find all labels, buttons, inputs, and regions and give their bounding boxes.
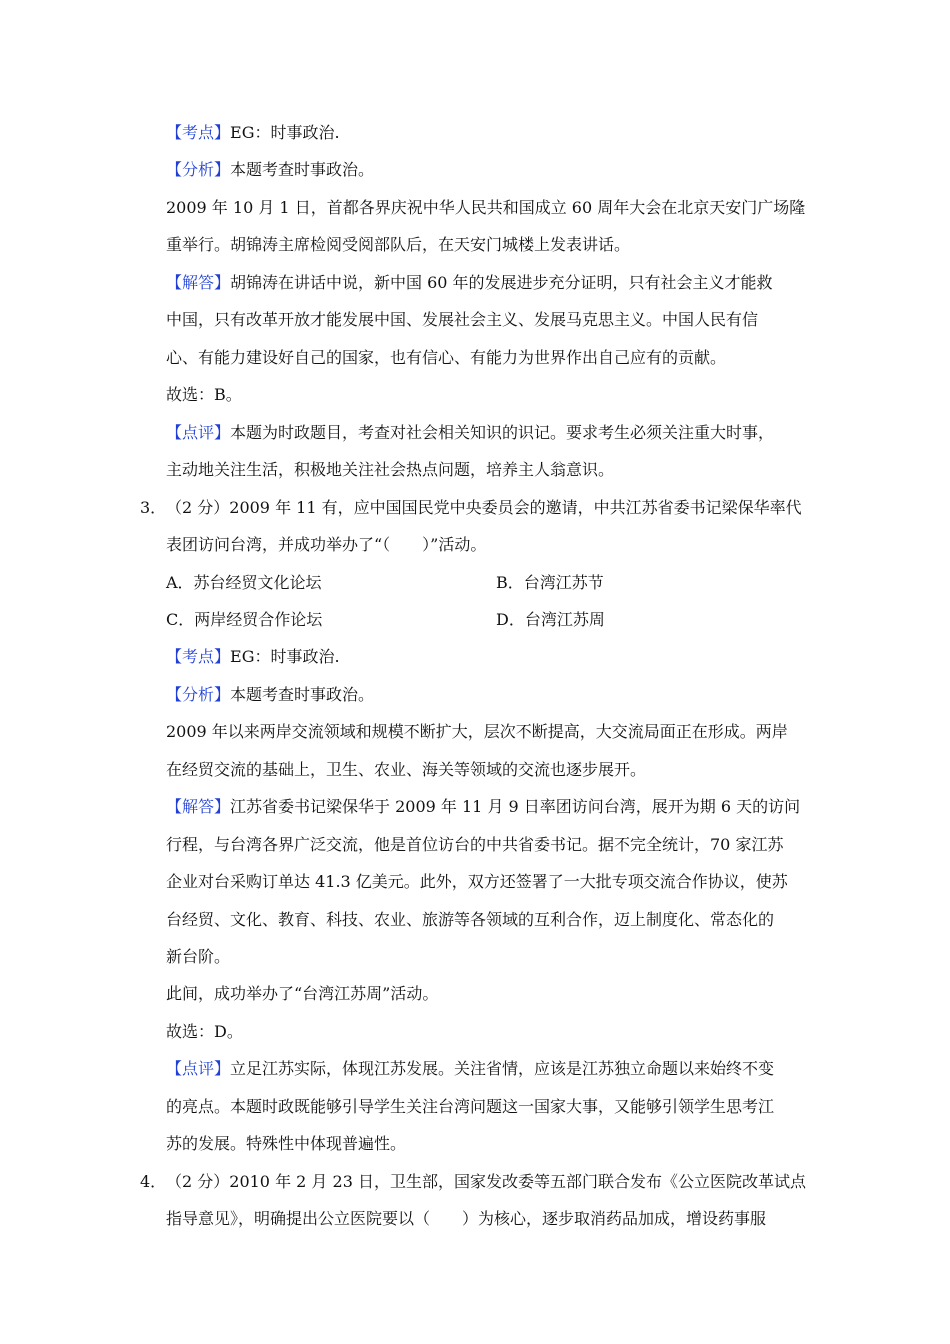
q3-option-c: C．两岸经贸合作论坛: [166, 610, 323, 629]
fenxi-tag: 【分析】: [166, 685, 231, 704]
q3-jieda-line: 台经贸、文化、教育、科技、农业、旅游等各领域的互利合作，迈上制度化、常态化的: [166, 910, 775, 929]
q3-dianping-text: 立足江苏实际，体现江苏发展。关注省情，应该是江苏独立命题以来始终不变: [230, 1059, 775, 1078]
q2-jieda: [166, 272, 773, 294]
q3-option-d: D．台湾江苏周: [496, 610, 605, 629]
q3-dianping-line: 苏的发展。特殊性中体现普遍性。: [166, 1134, 407, 1153]
q3-analysis-line: 2009 年以来两岸交流领域和规模不断扩大，层次不断提高，大交流局面正在形成。两岸: [166, 722, 788, 741]
jieda-tag: 【解答】: [166, 273, 231, 292]
q2-dianping: [166, 422, 774, 444]
q2-kaodian: [166, 122, 340, 144]
q2-jieda-line: 心、有能力建设好自己的国家，也有信心、有能力为世界作出自己应有的贡献。: [166, 348, 727, 367]
q3-answer: 故选：D。: [166, 1022, 243, 1041]
q3-jieda: [166, 796, 800, 818]
jieda-tag: 【解答】: [166, 797, 231, 816]
q2-dianping-line: 主动地关注生活，积极地关注社会热点问题，培养主人翁意识。: [166, 460, 615, 479]
q2-jieda-line: 中国，只有改革开放才能发展中国、发展社会主义、发展马克思主义。中国人民有信: [166, 310, 759, 329]
q2-kaodian-text: EG：时事政治.: [230, 123, 340, 142]
q3-stem: （2 分）2009 年 11 有，应中国国民党中央委员会的邀请，中共江苏省委书记梁保华率代: [166, 498, 802, 517]
q2-analysis-line: 2009 年 10 月 1 日，首都各界庆祝中华人民共和国成立 60 周年大会在北京天安门广场隆: [166, 198, 806, 217]
q3-jieda-line: 行程，与台湾各界广泛交流，他是首位访台的中共省委书记。据不完全统计，70 家江苏: [166, 835, 784, 854]
q3-number: 3．: [140, 498, 167, 517]
fenxi-tag: 【分析】: [166, 160, 231, 179]
q3-kaodian: [166, 646, 340, 668]
q2-answer: 故选：B。: [166, 385, 242, 404]
dianping-tag: 【点评】: [166, 1059, 231, 1078]
kaodian-tag: 【考点】: [166, 123, 231, 142]
q2-fenxi-text: 本题考查时事政治。: [230, 160, 375, 179]
q3-option-b: B．台湾江苏节: [496, 573, 604, 592]
kaodian-tag: 【考点】: [166, 647, 231, 666]
q3-jieda-text: 江苏省委书记梁保华于 2009 年 11 月 9 日率团访问台湾，展开为期 6 天的访问: [230, 797, 801, 816]
q3-jieda-line: 此间，成功举办了“台湾江苏周”活动。: [166, 984, 439, 1003]
q3-kaodian-text: EG：时事政治.: [230, 647, 340, 666]
q3-dianping-line: 的亮点。本题时政既能够引导学生关注台湾问题这一国家大事，又能够引领学生思考江: [166, 1097, 775, 1116]
q3-fenxi: [166, 684, 374, 706]
q4-stem: （2 分）2010 年 2 月 23 日，卫生部，国家发改委等五部门联合发布《公立医院改革试点: [166, 1172, 806, 1191]
q3-analysis-line: 在经贸交流的基础上，卫生、农业、海关等领域的交流也逐步展开。: [166, 760, 647, 779]
q3-stem-cont: 表团访问台湾，并成功举办了“（ ）”活动。: [166, 535, 487, 554]
q3-fenxi-text: 本题考查时事政治。: [230, 685, 375, 704]
q3-jieda-line: 企业对台采购订单达 41.3 亿美元。此外，双方还签署了一大批专项交流合作协议，使苏: [166, 872, 788, 891]
q4-stem-cont: 指导意见》，明确提出公立医院要以（ ）为核心，逐步取消药品加成，增设药事服: [166, 1209, 767, 1228]
q3-dianping: [166, 1058, 774, 1080]
q2-dianping-text: 本题为时政题目，考查对社会相关知识的识记。要求考生必须关注重大时事，: [230, 423, 775, 442]
q2-fenxi: [166, 159, 374, 181]
q2-jieda-text: 胡锦涛在讲话中说，新中国 60 年的发展进步充分证明，只有社会主义才能救: [230, 273, 773, 292]
dianping-tag: 【点评】: [166, 423, 231, 442]
q3-option-a: A．苏台经贸文化论坛: [166, 573, 322, 592]
q4-number: 4．: [140, 1172, 167, 1191]
q3-jieda-line: 新台阶。: [166, 947, 231, 966]
q2-analysis-line: 重举行。胡锦涛主席检阅受阅部队后，在天安门城楼上发表讲话。: [166, 235, 631, 254]
